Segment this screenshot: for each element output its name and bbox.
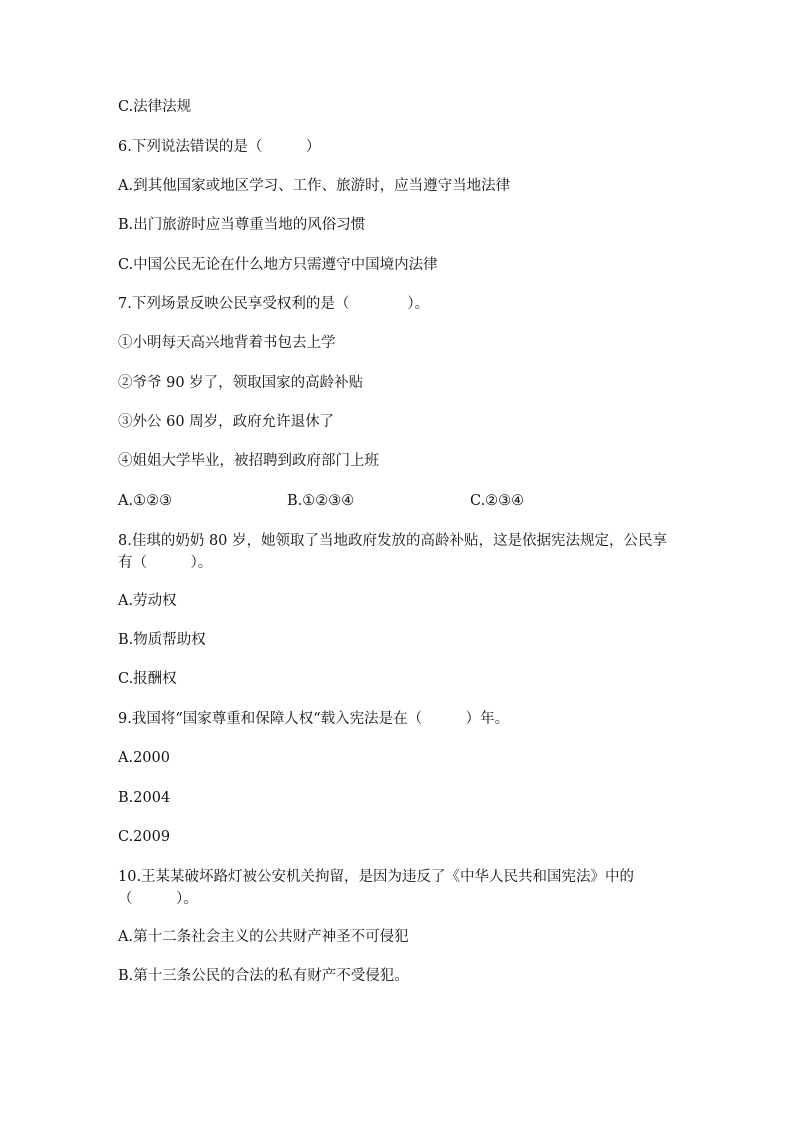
q7-item-1: ①小明每天高兴地背着书包去上学 xyxy=(118,335,336,351)
q8-option-b: B.物质帮助权 xyxy=(118,632,206,648)
q5-option-c: C.法律法规 xyxy=(118,99,192,115)
q8-stem: 8.佳琪的奶奶 80 岁，她领取了当地政府发放的高龄补贴，这是依据宪法规定，公民享有（ ）。 xyxy=(118,533,668,571)
q9-stem: 9.我国将“国家尊重和保障人权“载入宪法是在（ ）年。 xyxy=(118,711,510,727)
q7-stem: 7.下列场景反映公民享受权利的是（ ）。 xyxy=(118,296,430,312)
q10-stem: 10.王某某破坏路灯被公安机关拘留，是因为违反了《中华人民共和国宪法》中的（ ）。 xyxy=(118,869,635,907)
q9-option-c: C.2009 xyxy=(118,829,171,845)
q9-option-a: A.2000 xyxy=(118,750,170,766)
q8-option-a: A.劳动权 xyxy=(118,593,177,609)
q10-option-a: A.第十二条社会主义的公共财产神圣不可侵犯 xyxy=(118,929,409,945)
q6-option-a: A.到其他国家或地区学习、工作、旅游时，应当遵守当地法律 xyxy=(118,178,511,194)
q7-item-2: ②爷爷 90 岁了，领取国家的高龄补贴 xyxy=(118,375,364,391)
q7-item-3: ③外公 60 周岁，政府允许退休了 xyxy=(118,414,335,430)
q6-option-c: C.中国公民无论在什么地方只需遵守中国境内法律 xyxy=(118,257,438,273)
q7-option-a: A.①②③ xyxy=(118,493,173,509)
q7-option-b: B.①②③④ xyxy=(287,493,355,509)
q9-option-b: B.2004 xyxy=(118,790,171,806)
q10-option-b: B.第十三条公民的合法的私有财产不受侵犯。 xyxy=(118,968,409,984)
q6-option-b: B.出门旅游时应当尊重当地的风俗习惯 xyxy=(118,217,366,233)
q8-option-c: C.报酬权 xyxy=(118,671,177,687)
q7-option-c: C.②③④ xyxy=(470,493,525,509)
q7-item-4: ④姐姐大学毕业，被招聘到政府部门上班 xyxy=(118,453,379,469)
q6-stem: 6.下列说法错误的是（ ） xyxy=(118,139,321,155)
